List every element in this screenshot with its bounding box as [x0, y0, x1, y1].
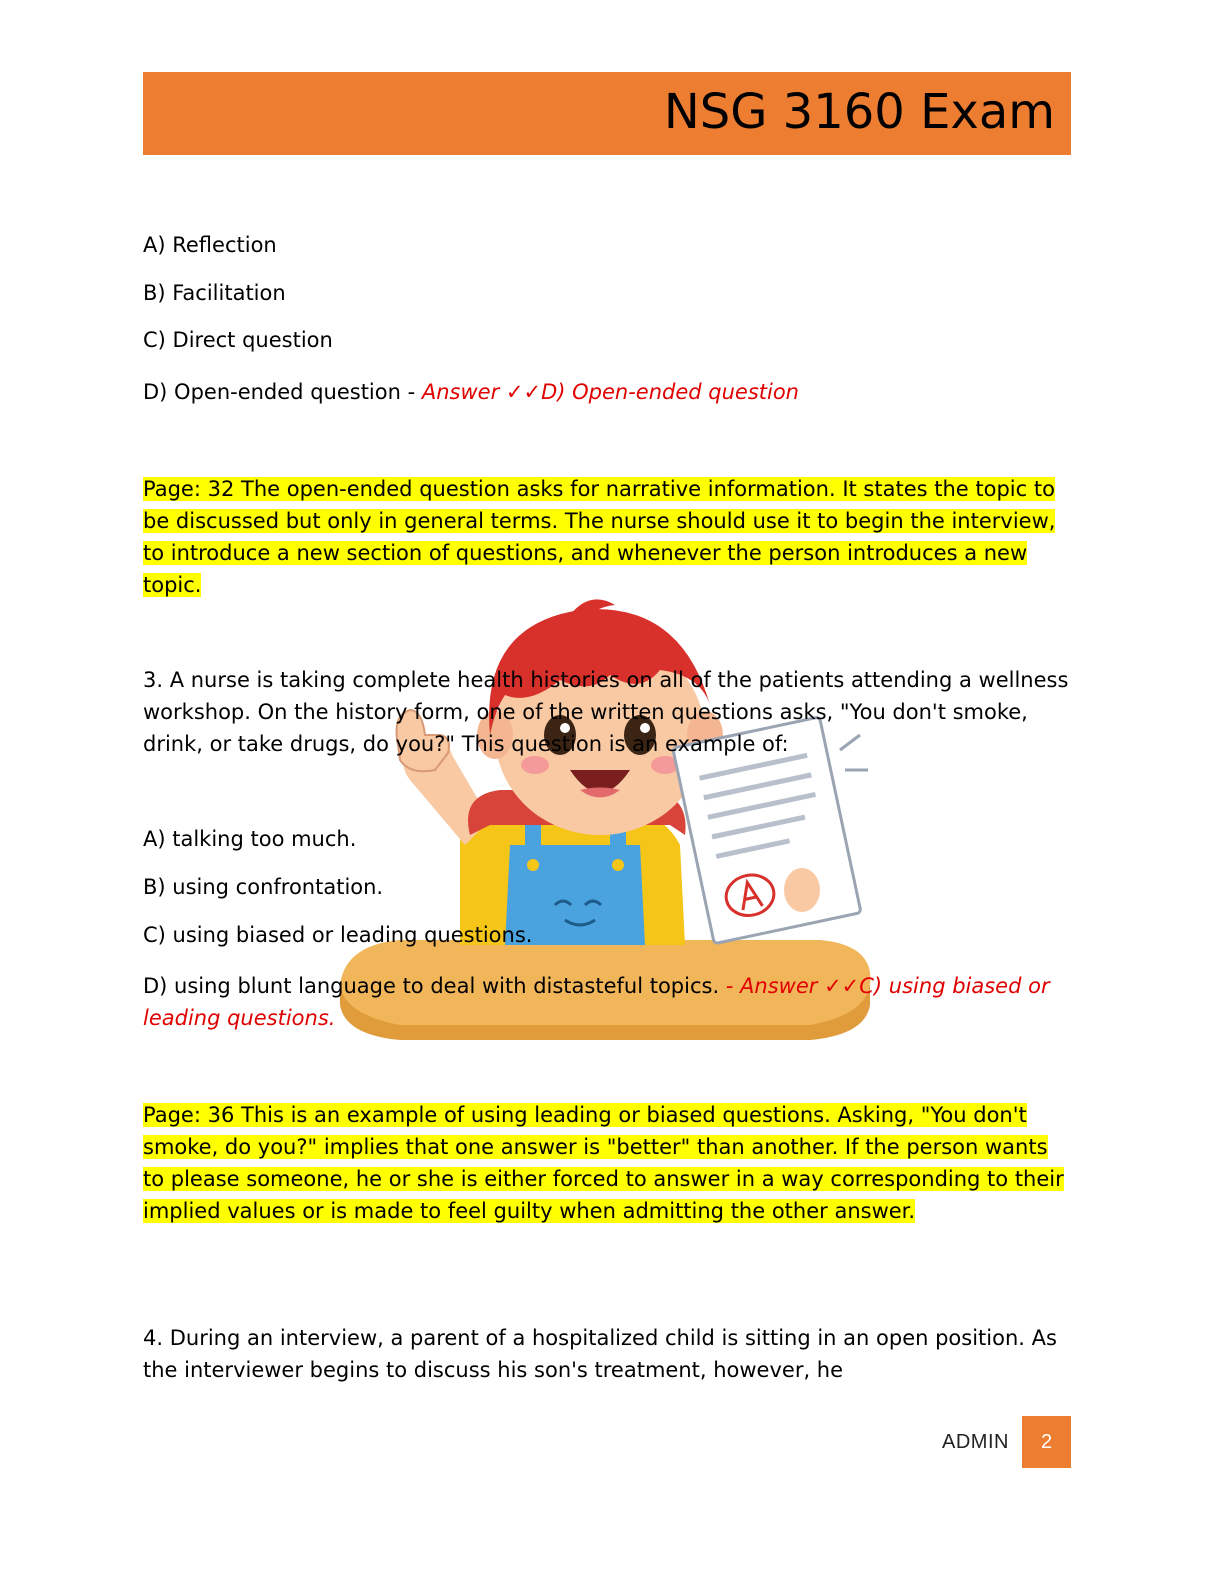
q3-option-d-text: D) using blunt language to deal with distasteful topics.: [143, 974, 726, 998]
page-number: 2: [1022, 1416, 1071, 1468]
q2-answer: Answer ✓✓D) Open-ended question: [421, 380, 799, 404]
q3-option-d: [143, 970, 1073, 1034]
header-banner: [143, 72, 1071, 155]
q2-rationale: [143, 473, 1073, 601]
q3-option-a: A) talking too much.: [143, 827, 357, 851]
q2-option-d: [143, 376, 799, 408]
footer-author: ADMIN: [942, 1431, 1009, 1453]
q2-option-c: C) Direct question: [143, 328, 333, 352]
q3-stem: 3. A nurse is taking complete health histories on all of the patients attending a wellness workshop. On the history form, one of the written questions asks, "You don't smoke, drink, or take drugs, do you?" This question is an example of:: [143, 668, 1069, 756]
document-title: NSG 3160 Exam: [663, 84, 1055, 140]
q3-option-b: B) using confrontation.: [143, 875, 384, 899]
q3-rationale: [143, 1099, 1073, 1227]
q4-stem: 4. During an interview, a parent of a hospitalized child is sitting in an open position. As the interviewer begins to discuss his son's treatment, however, he: [143, 1326, 1057, 1382]
q2-option-b: B) Facilitation: [143, 281, 286, 305]
q2-option-a: A) Reflection: [143, 233, 277, 257]
q2-rationale-text: Page: 32 The open-ended question asks for narrative information. It states the topic to be discussed but only in general terms. The nurse should use it to begin the interview, to introduce a new section of questions, and whenever the person introduces a new topic.: [143, 477, 1056, 597]
q3-option-c: C) using biased or leading questions.: [143, 923, 533, 947]
q3-answer: - Answer ✓✓C) using biased or leading questions.: [143, 974, 1050, 1030]
q3-rationale-text: Page: 36 This is an example of using leading or biased questions. Asking, "You don't smoke, do you?" implies that one answer is "better" than another. If the person wants to please someone, he or she is either forced to answer in a way corresponding to their implied values or is made to feel guilty when admitting the other answer.: [143, 1103, 1064, 1223]
q2-option-d-text: D) Open-ended question -: [143, 380, 422, 404]
